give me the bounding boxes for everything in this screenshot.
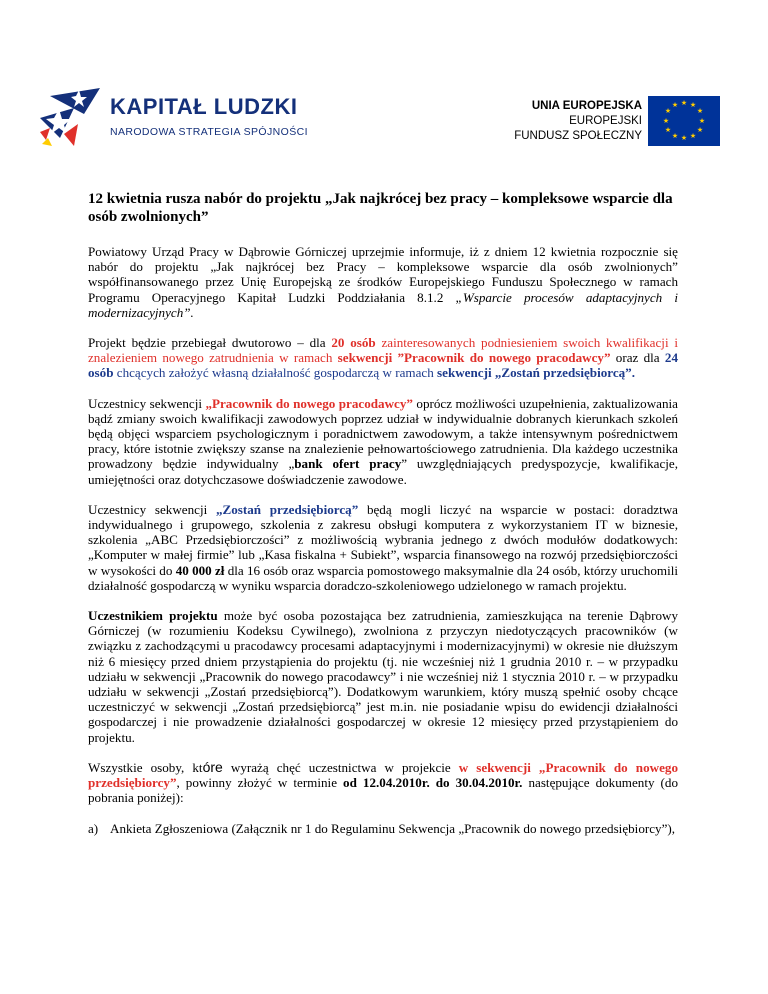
eu-logo	[502, 96, 722, 152]
participant-label: Uczestnikiem projektu	[88, 608, 218, 624]
document-body	[88, 190, 678, 836]
overview-count-24: 24 osób	[88, 350, 678, 381]
paragraph-entrepreneur-sequence	[88, 502, 678, 593]
paragraph-overview	[88, 335, 678, 381]
svg-text:★: ★	[671, 101, 679, 109]
svg-text:★: ★	[664, 126, 672, 134]
documents-t7: następujące dokumenty (do pobrania poniżej):	[88, 775, 678, 806]
entrepreneur-t1: Uczestnicy sekwencji	[88, 501, 216, 517]
overview-count-20: 20 osób	[331, 335, 376, 351]
list-item-label: a)	[88, 820, 99, 836]
intro-text: Powiatowy Urząd Pracy w Dąbrowie Górniczej uprzejmie informuje, iż z dniem 12 kwietnia rozpocznie się nabór do projektu „Jak najkrócej bez Pracy – kompleksowe wsparcie dla osób zwolnionych” współfinansowanego przez Unię Europejską ze środków Europejskiego Funduszu Społecznego w ramach Programu Operacyjnego Kapitał Ludzki Poddziałania 8.1.2	[88, 244, 678, 305]
eu-flag-icon	[648, 96, 720, 146]
svg-text:★: ★	[689, 101, 697, 109]
documents-deadline: od 12.04.2010r. do 30.04.2010r.	[343, 775, 523, 791]
kapital-ludzki-logo	[40, 88, 340, 148]
eu-line-fund: FUNDUSZ SPOŁECZNY	[514, 130, 642, 142]
list-item	[88, 821, 678, 836]
documents-t1: Wszystkie osoby, kt	[88, 759, 203, 775]
paragraph-participant	[88, 608, 678, 745]
worker-t5: ” uwzględniających predyspozycje, kwalifikacje, umiejętności oraz dotychczasowe doświadczenie zawodowe.	[88, 456, 679, 487]
svg-text:★: ★	[698, 117, 706, 125]
overview-t3: zainteresowanych podniesieniem swoich kwalifikacji i znalezieniem nowego zatrudnienia w ramach	[88, 335, 678, 366]
eu-line-union: UNIA EUROPEJSKA	[531, 100, 642, 112]
overview-t5: oraz dla	[610, 350, 665, 366]
entrepreneur-t5: dla 16 osób oraz wsparcia pomostowego maksymalnie dla 24 osób, którzy uruchomili działalność gospodarczą w wyniku wsparcia doradczo-szkoleniowego udzielonego w ramach projektu.	[88, 562, 678, 593]
kapital-ludzki-emblem-icon	[40, 88, 104, 148]
worker-bank-ofert: bank ofert pracy	[294, 456, 402, 472]
overview-t7: chcących założyć własną działalność gospodarczą w ramach	[113, 365, 438, 381]
svg-text:★: ★	[689, 132, 697, 140]
worker-t3: oprócz możliwości uzupełnienia, zaktualizowania bądź zmiany swoich kwalifikacji zawodowych poprzez udział w indywidualnie dobranych kierunkach szkoleń będą objęci wsparciem psychologicznym i poradnictwem zawodowym, a także intensywnym pośrednictwem pracy, które istotnie zwiększy szanse na znalezienie pełnowartościowego zatrudnienia. Dla każdego uczestnika prowadzony będzie indywidualny „	[88, 395, 678, 472]
svg-text:★: ★	[696, 126, 704, 134]
paragraph-documents	[88, 760, 678, 806]
svg-text:★: ★	[680, 99, 688, 107]
svg-text:★: ★	[696, 107, 704, 115]
worker-t1: Uczestnicy sekwencji	[88, 395, 206, 411]
entrepreneur-sequence-name: „Zostań przedsiębiorcą”	[215, 501, 359, 517]
svg-text:★: ★	[662, 117, 670, 125]
worker-sequence-name: „Pracownik do nowego pracodawcy”	[205, 395, 413, 411]
eu-line-european: EUROPEJSKI	[569, 115, 642, 127]
kapital-ludzki-subtitle: NARODOWA STRATEGIA SPÓJNOŚCI	[110, 126, 308, 138]
list-item-text: Ankieta Zgłoszeniowa (Załącznik nr 1 do Regulaminu Sekwencja „Pracownik do nowego przedsiębiorcy”),	[110, 820, 676, 836]
overview-sequence-worker: sekwencji ”Pracownik do nowego pracodawcy”	[337, 350, 611, 366]
page-title: 12 kwietnia rusza nabór do projektu „Jak najkrócej bez pracy – kompleksowe wsparcie dla osób zwolnionych”	[88, 191, 673, 225]
kapital-ludzki-title: KAPITAŁ LUDZKI	[110, 94, 298, 119]
intro-italic: „Wsparcie procesów adaptacyjnych i modernizacyjnych”.	[88, 289, 678, 320]
svg-text:★: ★	[671, 132, 679, 140]
entrepreneur-amount: 40 000 zł	[175, 562, 225, 578]
eu-text	[502, 98, 642, 144]
entrepreneur-t3: będą mogli liczyć na wsparcie w postaci: doradztwa indywidualnego i grupowego, szkolenia z zakresu obsługi komputera z wykorzystaniem IT w biznesie, szkolenia „ABC Przedsiębiorczości” z możliwością wybrania jednego z dwóch modułów dodatkowych: „Komputer w małej firmie” lub „Kasa fiskalna + Subiekt”, wsparcia finansowego na rozwój przedsiębiorczości w wysokości do	[88, 501, 678, 578]
svg-text:★: ★	[680, 134, 688, 142]
paragraph-intro	[88, 244, 678, 320]
paragraph-worker-sequence	[88, 396, 678, 487]
overview-sequence-entrepreneur: sekwencji „Zostań przedsiębiorcą”.	[437, 365, 636, 381]
documents-t3: wyrażą chęć uczestnictwa w projekcie	[222, 759, 459, 775]
documents-t5: , powinny złożyć w terminie	[176, 775, 344, 791]
participant-text: może być osoba pozostająca bez zatrudnienia, zamieszkująca na terenie Dąbrowy Górniczej (w rozumieniu Kodeksu Cywilnego), zwolniona z przyczyn niedotyczących pracowników (w związku z zachodzącymi u pracodawcy procesami adaptacyjnymi i modernizacyjnymi) w okresie nie dłuższym niż 6 miesięcy przed dniem przystąpienia do projektu (tj. nie wcześniej niż 1 grudnia 2010 r. – w przypadku udziału w sekwencji „Pracownik do nowego pracodawcy” i nie wcześniej niż 1 stycznia 2010 r. – w przypadku udziału w sekwencji „Zostań przedsiębiorcą”). Dodatkowym warunkiem, który muszą spełnić osoby chcące uczestniczyć w sekwencji „Zostań przedsiębiorcą” jest m.in. nie posiadanie wpisu do ewidencji działalności gospodarczej i nie prowadzenie działalności gospodarczej w okresie 12 miesięcy przed przystąpieniem do projektu.	[88, 608, 678, 745]
documents-sequence: w sekwencji „Pracownik do nowego przedsiębiorcy”	[88, 759, 678, 791]
documents-t2: óre	[202, 758, 223, 775]
svg-text:★: ★	[664, 107, 672, 115]
overview-t1: Projekt będzie przebiegał dwutorowo – dla	[88, 335, 332, 351]
